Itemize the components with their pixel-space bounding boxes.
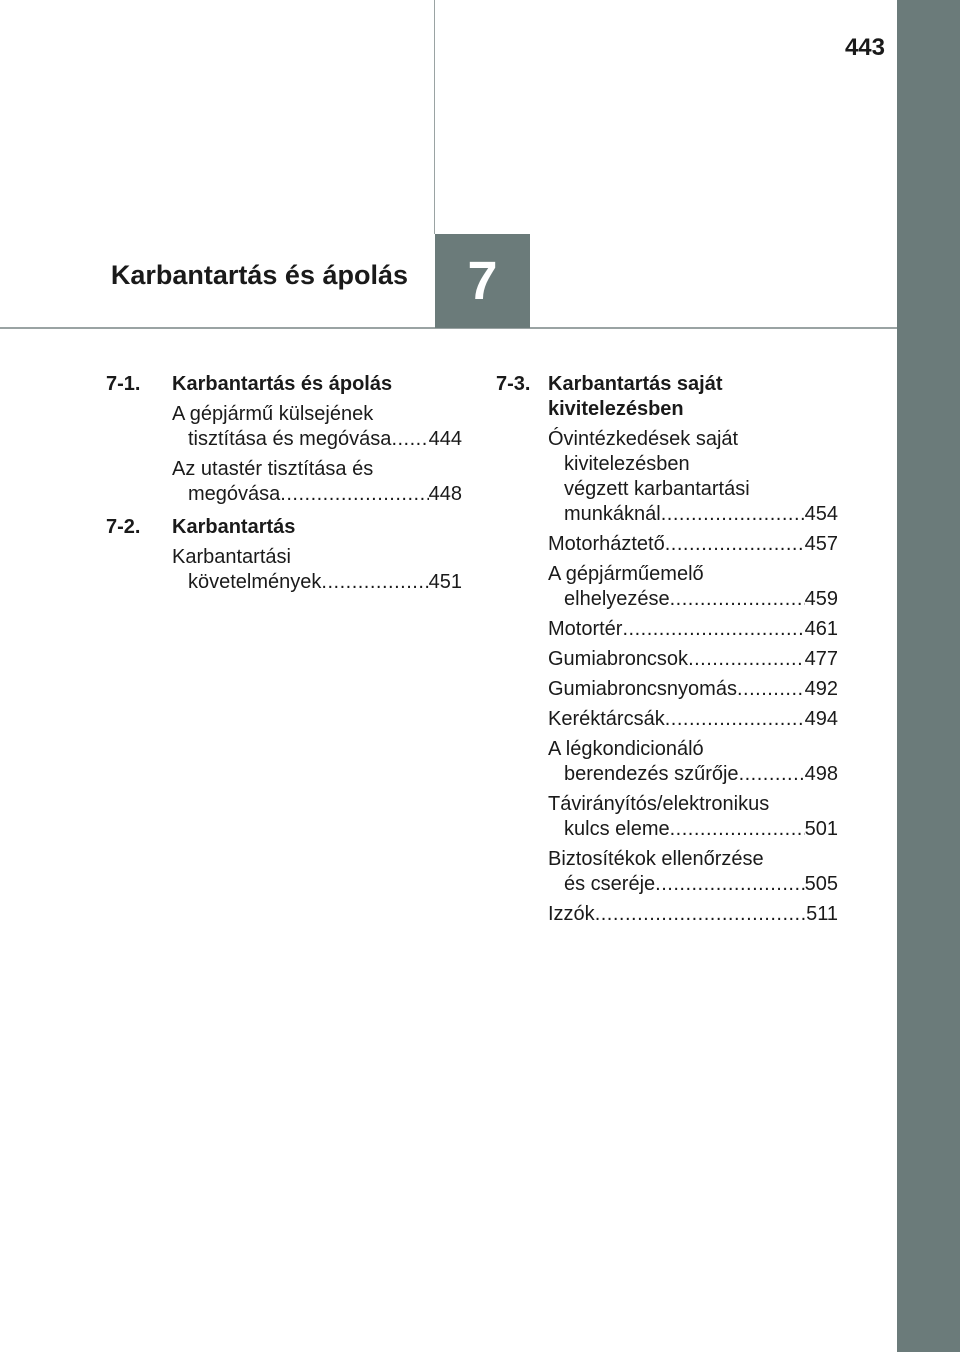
toc-entry-text: és cseréje [564, 873, 656, 895]
toc-page-number: 444 [428, 428, 462, 450]
section-title: Karbantartás és ápolás [172, 373, 393, 395]
toc-entry-text: Gumiabroncsok [548, 648, 689, 670]
toc-entry-last-line [548, 677, 838, 702]
toc-entry-last-line [548, 587, 838, 612]
section-number: 7-2. [106, 516, 141, 538]
toc-entry-link[interactable] [548, 617, 838, 642]
toc-column-right [496, 372, 838, 935]
toc-entry-text: A légkondicionáló [548, 738, 704, 760]
dot-leader [670, 817, 805, 842]
chapter-side-tab [897, 0, 960, 1352]
toc-entry-text: A gépjármű külsejének [172, 403, 374, 425]
dot-leader [688, 647, 805, 672]
toc-entry-last-line [548, 532, 838, 557]
toc-entry-text: elhelyezése [564, 588, 670, 610]
toc-section [106, 372, 462, 507]
toc-entry-last-line [172, 570, 462, 595]
dot-leader [665, 532, 805, 557]
dot-leader [595, 902, 806, 927]
toc-entries [106, 545, 462, 595]
toc-entry-link[interactable] [548, 427, 838, 527]
dot-leader [737, 677, 805, 702]
dot-leader [280, 482, 428, 507]
toc-entries [106, 402, 462, 507]
toc-section [106, 515, 462, 595]
toc-entry-last-line [548, 647, 838, 672]
chapter-title: Karbantartás és ápolás [110, 260, 408, 290]
toc-page-number: 505 [804, 873, 838, 895]
dot-leader [391, 427, 428, 452]
dot-leader [665, 707, 805, 732]
dot-leader [655, 872, 804, 897]
chapter-number-box: 7 [435, 234, 530, 328]
toc-entry-text: kulcs eleme [564, 818, 670, 840]
header-divider-vertical [434, 0, 435, 234]
toc-entry-text: megóvása [188, 483, 281, 505]
toc-entry-link[interactable] [548, 902, 838, 927]
toc-page-number: 498 [804, 763, 838, 785]
toc-entry-last-line [172, 427, 462, 452]
toc-entry-text: Távirányítós/elektronikus [548, 793, 770, 815]
toc-entry-last-line [548, 707, 838, 732]
toc-entry-last-line [548, 872, 838, 897]
toc-entries [496, 427, 838, 927]
toc-page-number: 501 [804, 818, 838, 840]
toc-page-number: 477 [804, 648, 838, 670]
toc-entry-text: kivitelezésben [564, 453, 690, 475]
toc-entry-text: Óvintézkedések saját [548, 428, 739, 450]
toc-entry-last-line [548, 817, 838, 842]
toc-section-heading [106, 515, 462, 540]
toc-entry-text: Motortér [548, 618, 623, 640]
toc-page-number: 511 [806, 903, 838, 925]
toc-entry-link[interactable] [548, 847, 838, 897]
toc-entry-last-line [548, 762, 838, 787]
page-number: 443 [844, 34, 885, 61]
section-number: 7-3. [496, 373, 531, 395]
toc-entry-link[interactable] [548, 647, 838, 672]
toc-entry-text: Motorháztető [548, 533, 665, 555]
toc-page-number: 461 [804, 618, 838, 640]
toc-entry-text: berendezés szűrője [564, 763, 739, 785]
section-title: Karbantartás [172, 516, 296, 538]
toc-entry-text: munkáknál [564, 503, 661, 525]
toc-entry-link[interactable] [548, 792, 838, 842]
toc-entry-link[interactable] [172, 402, 462, 452]
toc-page-number: 451 [428, 571, 462, 593]
section-title: Karbantartás saját kivitelezésben [548, 373, 723, 420]
toc-section-heading [496, 372, 838, 422]
toc-entry-text: Gumiabroncsnyomás [548, 678, 737, 700]
toc-page-number: 448 [428, 483, 462, 505]
toc-entry-last-line [548, 617, 838, 642]
toc-entry-link[interactable] [548, 737, 838, 787]
toc-entry-last-line [172, 482, 462, 507]
toc-page-number: 459 [804, 588, 838, 610]
dot-leader [622, 617, 804, 642]
toc-entry-link[interactable] [172, 545, 462, 595]
toc-column-left [106, 372, 462, 603]
toc-page-number: 494 [804, 708, 838, 730]
toc-entry-text: követelmények [188, 571, 322, 593]
dot-leader [739, 762, 805, 787]
toc-entry-text: Izzók [548, 903, 595, 925]
toc-entry-text: Keréktárcsák [548, 708, 665, 730]
toc-entry-link[interactable] [548, 532, 838, 557]
toc-entry-text: Az utastér tisztítása és [172, 458, 374, 480]
toc-entry-text: tisztítása és megóvása [188, 428, 392, 450]
toc-page-number: 457 [804, 533, 838, 555]
toc-page-number: 454 [804, 503, 838, 525]
toc-entry-link[interactable] [548, 707, 838, 732]
toc-entry-text: Karbantartási [172, 546, 291, 568]
dot-leader [321, 570, 428, 595]
toc-entry-link[interactable] [172, 457, 462, 507]
toc-entry-link[interactable] [548, 562, 838, 612]
toc-page-number: 492 [804, 678, 838, 700]
toc-entry-text: végzett karbantartási [564, 478, 750, 500]
toc-section-heading [106, 372, 462, 397]
dot-leader [670, 587, 805, 612]
toc-section [496, 372, 838, 927]
section-number: 7-1. [106, 373, 141, 395]
toc-entry-text: A gépjárműemelő [548, 563, 704, 585]
toc-entry-last-line [548, 502, 838, 527]
toc-entry-text: Biztosítékok ellenőrzése [548, 848, 764, 870]
toc-entry-last-line [548, 902, 838, 927]
dot-leader [661, 502, 805, 527]
toc-entry-link[interactable] [548, 677, 838, 702]
